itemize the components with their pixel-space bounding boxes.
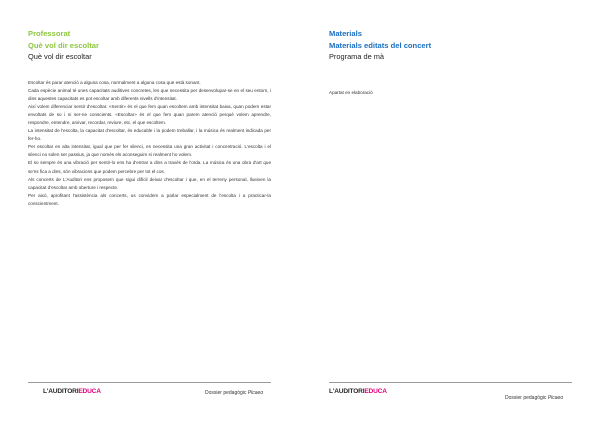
- subsection-title: Materials editats del concert: [329, 41, 432, 50]
- paragraph: Cada espècie animal té unes capacitats auditives concretes, les que necessita per desenvolupar-se en el seu entorn, i dins aquestes capacitats es pot escoltar amb diferents nivells d'intensitat.: [28, 88, 271, 102]
- paragraph: Per això, aprofitant l'assistència als concerts, us convidem a parlar especialment de l'escolta i a practicar-la conscientment.: [28, 192, 271, 206]
- paragraph: Als concerts de L'Auditori ens proposem que sigui difícil deixar d'escoltar i que, en el terreny personal, llueixen la capacitat d'escoltar amb oberture i respecte.: [28, 176, 271, 190]
- page-subtitle: Programa de mà: [329, 52, 385, 61]
- paragraph: Així volem diferenciar sentir d'escoltar. «Sentir» és el que fem quan escoltem amb intensitat baixa, quan podem estar envoltats de so i ni ser-ne conscients. «Escoltar» és el que fem quan parem atenció perquè volem aprendre, respondre, entendre, arxivar, recordar, reviure, etc. el que escoltem.: [28, 104, 271, 126]
- in-progress-note: Apartat en elaboració: [329, 90, 373, 95]
- section-title: Materials: [329, 29, 362, 38]
- paragraph: Per escoltar en alta intensitat, igual que per fer silenci, es necessita una gran activitat i concentració. L'escolta i el silenci no solen ser passius, ja que només els aconseguim si realment ho volem.: [28, 144, 271, 158]
- auditori-educa-logo: L'AUDITORIEDUCA: [329, 388, 387, 395]
- footer-divider: [329, 382, 572, 383]
- section-title: Professorat: [28, 29, 71, 38]
- footer-doc-label: Dossier pedagògic Picaeo: [505, 395, 564, 401]
- paragraph: El so sempre és una vibració per sentir-lo ens ha d'entrar a dins a través de l'oïda. La música és una obra d'art que se'ns fica a dins, són vibracions que podem percebre per tot el cos.: [28, 160, 271, 174]
- body-text: [28, 79, 271, 208]
- footer-divider: [28, 382, 271, 383]
- right-page: [300, 0, 600, 424]
- paragraph: Escoltar és parar atenció a alguna cosa, normalment a alguna cosa que està sonant.: [28, 80, 201, 85]
- paragraph: La intensitat de l'escolta, la capacitat d'escoltar, és educable i la podem treballar, i la música és realment indicada per fer-ho.: [28, 128, 271, 142]
- footer-doc-label: Dossier pedagògic Picaeo: [205, 390, 264, 396]
- page-subtitle: Què vol dir escoltar: [28, 52, 92, 61]
- auditori-educa-logo: L'AUDITORIEDUCA: [43, 388, 101, 395]
- subsection-title: Què vol dir escoltar: [28, 41, 99, 50]
